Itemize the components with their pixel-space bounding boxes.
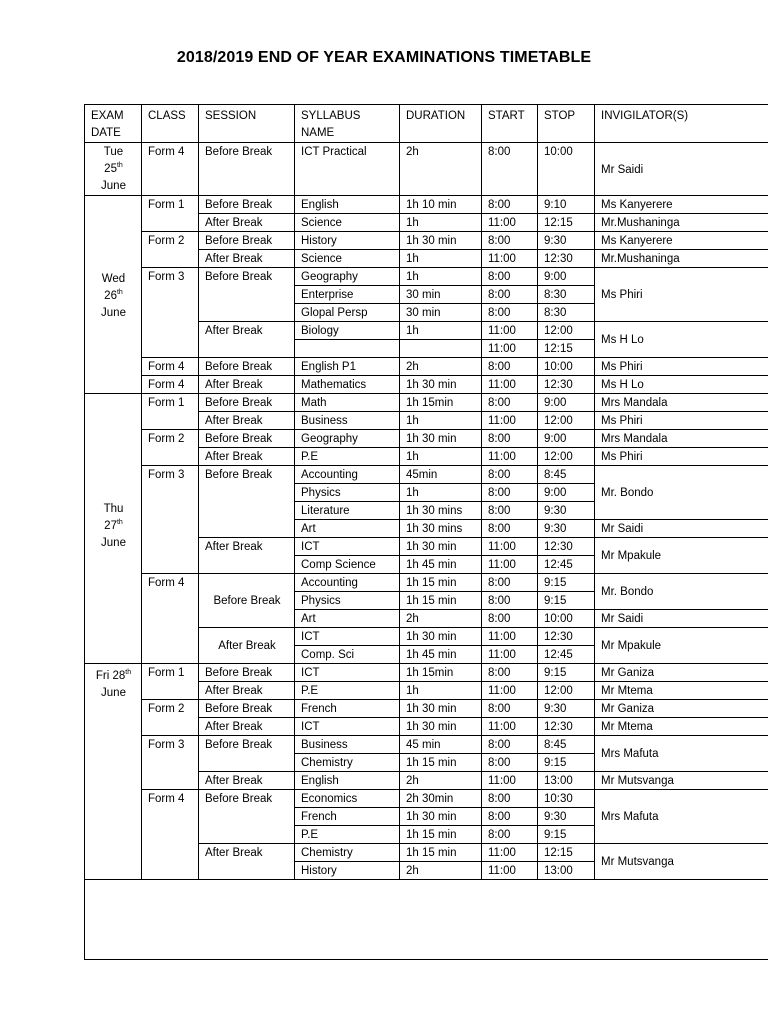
syllabus-cell: Geography	[295, 268, 400, 286]
duration-cell: 1h	[400, 412, 482, 430]
start-cell: 8:00	[482, 196, 538, 214]
invigilator-cell: Mr Mtema	[595, 682, 768, 700]
syllabus-cell: P.E	[295, 826, 400, 844]
class-cell: Form 2	[142, 700, 199, 736]
stop-cell: 8:45	[538, 466, 595, 484]
stop-cell: 12:15	[538, 844, 595, 862]
session-cell: Before Break	[199, 430, 295, 448]
stop-cell: 12:00	[538, 412, 595, 430]
syllabus-cell: Physics	[295, 484, 400, 502]
syllabus-cell: English	[295, 772, 400, 790]
duration-cell: 1h 30 mins	[400, 502, 482, 520]
start-cell: 8:00	[482, 143, 538, 196]
stop-cell: 9:15	[538, 592, 595, 610]
stop-cell: 12:30	[538, 718, 595, 736]
start-cell: 8:00	[482, 430, 538, 448]
header-start: START	[482, 105, 538, 143]
syllabus-cell: Geography	[295, 430, 400, 448]
stop-cell: 9:10	[538, 196, 595, 214]
start-cell: 11:00	[482, 682, 538, 700]
stop-cell: 12:45	[538, 646, 595, 664]
stop-cell: 10:00	[538, 358, 595, 376]
syllabus-cell	[295, 340, 400, 358]
stop-cell: 10:30	[538, 790, 595, 808]
duration-cell: 1h	[400, 448, 482, 466]
stop-cell: 9:30	[538, 502, 595, 520]
class-cell: Form 3	[142, 466, 199, 574]
session-cell: After Break	[199, 628, 295, 664]
stop-cell: 12:30	[538, 628, 595, 646]
exam-date-cell: Wed 26th June	[85, 196, 142, 394]
invigilator-cell: Mr.Mushaninga	[595, 250, 768, 268]
stop-cell: 12:30	[538, 538, 595, 556]
duration-cell: 1h 15 min	[400, 844, 482, 862]
session-cell: After Break	[199, 376, 295, 394]
session-cell: After Break	[199, 844, 295, 880]
syllabus-cell: Art	[295, 520, 400, 538]
invigilator-cell: Mrs Mandala	[595, 394, 768, 412]
syllabus-cell: ICT	[295, 718, 400, 736]
start-cell: 11:00	[482, 448, 538, 466]
session-cell: Before Break	[199, 574, 295, 628]
start-cell: 11:00	[482, 214, 538, 232]
start-cell: 8:00	[482, 700, 538, 718]
start-cell: 8:00	[482, 358, 538, 376]
duration-cell: 45min	[400, 466, 482, 484]
start-cell: 8:00	[482, 232, 538, 250]
class-cell: Form 4	[142, 143, 199, 196]
duration-cell: 1h 30 min	[400, 628, 482, 646]
stop-cell: 8:45	[538, 736, 595, 754]
invigilator-cell: Mr Mpakule	[595, 538, 768, 574]
invigilator-cell: Mr Ganiza	[595, 664, 768, 682]
stop-cell: 12:00	[538, 322, 595, 340]
start-cell: 8:00	[482, 592, 538, 610]
duration-cell: 2h	[400, 772, 482, 790]
duration-cell: 2h	[400, 610, 482, 628]
syllabus-cell: Business	[295, 412, 400, 430]
start-cell: 8:00	[482, 394, 538, 412]
invigilator-cell: Mr Mutsvanga	[595, 844, 768, 880]
invigilator-cell: Ms Phiri	[595, 358, 768, 376]
exam-timetable	[84, 104, 768, 960]
header-stop: STOP	[538, 105, 595, 143]
class-cell: Form 2	[142, 430, 199, 466]
start-cell: 11:00	[482, 862, 538, 880]
invigilator-cell: Ms Phiri	[595, 448, 768, 466]
session-cell: Before Break	[199, 394, 295, 412]
syllabus-cell: ICT	[295, 538, 400, 556]
syllabus-cell: Enterprise	[295, 286, 400, 304]
duration-cell: 2h	[400, 143, 482, 196]
start-cell: 11:00	[482, 628, 538, 646]
start-cell: 11:00	[482, 646, 538, 664]
start-cell: 11:00	[482, 376, 538, 394]
duration-cell: 1h 45 min	[400, 646, 482, 664]
stop-cell: 9:15	[538, 574, 595, 592]
stop-cell: 10:00	[538, 610, 595, 628]
syllabus-cell: English	[295, 196, 400, 214]
table-row	[85, 232, 768, 250]
header-session: SESSION	[199, 105, 295, 143]
duration-cell: 1h 30 mins	[400, 520, 482, 538]
table-row	[85, 790, 768, 808]
stop-cell: 8:30	[538, 286, 595, 304]
syllabus-cell: French	[295, 808, 400, 826]
start-cell: 8:00	[482, 520, 538, 538]
syllabus-cell: French	[295, 700, 400, 718]
exam-date-cell: Tue 25th June	[85, 143, 142, 196]
session-cell: Before Break	[199, 736, 295, 772]
class-cell: Form 4	[142, 358, 199, 376]
duration-cell: 1h	[400, 250, 482, 268]
start-cell: 11:00	[482, 556, 538, 574]
invigilator-cell: Mrs Mafuta	[595, 736, 768, 772]
class-cell: Form 1	[142, 196, 199, 232]
syllabus-cell: Economics	[295, 790, 400, 808]
stop-cell: 12:30	[538, 250, 595, 268]
syllabus-cell: Chemistry	[295, 844, 400, 862]
table-row	[85, 268, 768, 286]
page-title: 2018/2019 END OF YEAR EXAMINATIONS TIMETABLE	[176, 49, 592, 66]
syllabus-cell: Business	[295, 736, 400, 754]
duration-cell: 1h 15 min	[400, 754, 482, 772]
duration-cell: 1h	[400, 682, 482, 700]
header-syllabus: SYLLABUS NAME	[295, 105, 400, 143]
start-cell: 8:00	[482, 574, 538, 592]
syllabus-cell: P.E	[295, 682, 400, 700]
table-row	[85, 196, 768, 214]
stop-cell: 12:15	[538, 214, 595, 232]
session-cell: After Break	[199, 772, 295, 790]
class-cell: Form 4	[142, 790, 199, 880]
duration-cell: 1h 30 min	[400, 430, 482, 448]
session-cell: After Break	[199, 682, 295, 700]
invigilator-cell: Ms H Lo	[595, 322, 768, 358]
syllabus-cell: Science	[295, 250, 400, 268]
syllabus-cell: English P1	[295, 358, 400, 376]
session-cell: After Break	[199, 412, 295, 430]
invigilator-cell: Mr Saidi	[595, 143, 768, 196]
duration-cell: 1h 30 min	[400, 700, 482, 718]
table-row	[85, 466, 768, 484]
header-invigilators: INVIGILATOR(S)	[595, 105, 768, 143]
invigilator-cell: Mr Mtema	[595, 718, 768, 736]
table-row	[85, 394, 768, 412]
table-row	[85, 700, 768, 718]
duration-cell: 30 min	[400, 286, 482, 304]
session-cell: Before Break	[199, 790, 295, 844]
start-cell: 8:00	[482, 790, 538, 808]
duration-cell: 1h 30 min	[400, 232, 482, 250]
syllabus-cell: Literature	[295, 502, 400, 520]
duration-cell: 1h 30 min	[400, 376, 482, 394]
invigilator-cell: Ms H Lo	[595, 376, 768, 394]
duration-cell: 1h	[400, 484, 482, 502]
syllabus-cell: Biology	[295, 322, 400, 340]
session-cell: Before Break	[199, 196, 295, 214]
duration-cell: 2h	[400, 862, 482, 880]
session-cell: Before Break	[199, 700, 295, 718]
stop-cell: 9:15	[538, 826, 595, 844]
invigilator-cell: Ms Kanyerere	[595, 232, 768, 250]
invigilator-cell: Mr Mutsvanga	[595, 772, 768, 790]
session-cell: Before Break	[199, 466, 295, 538]
syllabus-cell: ICT	[295, 664, 400, 682]
invigilator-cell: Mr. Bondo	[595, 466, 768, 520]
stop-cell: 9:00	[538, 430, 595, 448]
stop-cell: 12:15	[538, 340, 595, 358]
start-cell: 11:00	[482, 412, 538, 430]
table-row	[85, 736, 768, 754]
invigilator-cell: Mr Saidi	[595, 610, 768, 628]
syllabus-cell: P.E	[295, 448, 400, 466]
start-cell: 8:00	[482, 826, 538, 844]
stop-cell: 9:00	[538, 484, 595, 502]
class-cell: Form 3	[142, 736, 199, 790]
blank-notes-row	[85, 880, 768, 960]
syllabus-cell: Comp Science	[295, 556, 400, 574]
stop-cell: 9:30	[538, 700, 595, 718]
header-class: CLASS	[142, 105, 199, 143]
start-cell: 11:00	[482, 250, 538, 268]
class-cell: Form 3	[142, 268, 199, 358]
stop-cell: 13:00	[538, 772, 595, 790]
stop-cell: 9:30	[538, 232, 595, 250]
invigilator-cell: Mrs Mandala	[595, 430, 768, 448]
duration-cell	[400, 340, 482, 358]
class-cell: Form 2	[142, 232, 199, 268]
syllabus-cell: Physics	[295, 592, 400, 610]
start-cell: 11:00	[482, 322, 538, 340]
duration-cell: 1h 15 min	[400, 592, 482, 610]
exam-date-cell: Fri 28th June	[85, 664, 142, 880]
syllabus-cell: Accounting	[295, 466, 400, 484]
start-cell: 8:00	[482, 736, 538, 754]
stop-cell: 9:15	[538, 754, 595, 772]
syllabus-cell: Comp. Sci	[295, 646, 400, 664]
duration-cell: 45 min	[400, 736, 482, 754]
session-cell: Before Break	[199, 232, 295, 250]
start-cell: 11:00	[482, 718, 538, 736]
session-cell: After Break	[199, 214, 295, 232]
table-row	[85, 664, 768, 682]
class-cell: Form 4	[142, 574, 199, 664]
session-cell: After Break	[199, 538, 295, 574]
stop-cell: 9:30	[538, 808, 595, 826]
header-row	[85, 105, 768, 143]
duration-cell: 2h 30min	[400, 790, 482, 808]
class-cell: Form 1	[142, 664, 199, 700]
syllabus-cell: History	[295, 862, 400, 880]
session-cell: After Break	[199, 322, 295, 358]
start-cell: 8:00	[482, 304, 538, 322]
duration-cell: 1h 15min	[400, 394, 482, 412]
duration-cell: 30 min	[400, 304, 482, 322]
stop-cell: 12:00	[538, 682, 595, 700]
duration-cell: 1h	[400, 322, 482, 340]
stop-cell: 10:00	[538, 143, 595, 196]
table-row	[85, 376, 768, 394]
start-cell: 8:00	[482, 268, 538, 286]
table-row	[85, 430, 768, 448]
start-cell: 8:00	[482, 502, 538, 520]
start-cell: 8:00	[482, 664, 538, 682]
syllabus-cell: ICT Practical	[295, 143, 400, 196]
start-cell: 8:00	[482, 286, 538, 304]
table-row	[85, 574, 768, 592]
duration-cell: 1h 15min	[400, 664, 482, 682]
session-cell: Before Break	[199, 664, 295, 682]
start-cell: 11:00	[482, 538, 538, 556]
start-cell: 8:00	[482, 610, 538, 628]
syllabus-cell: Art	[295, 610, 400, 628]
duration-cell: 1h	[400, 268, 482, 286]
session-cell: After Break	[199, 448, 295, 466]
header-exam-date: EXAM DATE	[85, 105, 142, 143]
invigilator-cell: Mr.Mushaninga	[595, 214, 768, 232]
invigilator-cell: Mrs Mafuta	[595, 790, 768, 844]
start-cell: 11:00	[482, 340, 538, 358]
start-cell: 8:00	[482, 808, 538, 826]
syllabus-cell: Science	[295, 214, 400, 232]
duration-cell: 1h	[400, 214, 482, 232]
invigilator-cell: Ms Kanyerere	[595, 196, 768, 214]
invigilator-cell: Mr. Bondo	[595, 574, 768, 610]
header-duration: DURATION	[400, 105, 482, 143]
invigilator-cell: Mr Ganiza	[595, 700, 768, 718]
blank-notes-cell	[85, 880, 768, 960]
stop-cell: 13:00	[538, 862, 595, 880]
stop-cell: 9:15	[538, 664, 595, 682]
stop-cell: 9:00	[538, 268, 595, 286]
syllabus-cell: History	[295, 232, 400, 250]
table-row	[85, 358, 768, 376]
invigilator-cell: Mr Saidi	[595, 520, 768, 538]
syllabus-cell: Math	[295, 394, 400, 412]
duration-cell: 1h 30 min	[400, 718, 482, 736]
syllabus-cell: Accounting	[295, 574, 400, 592]
start-cell: 8:00	[482, 754, 538, 772]
session-cell: Before Break	[199, 358, 295, 376]
stop-cell: 9:30	[538, 520, 595, 538]
syllabus-cell: Chemistry	[295, 754, 400, 772]
session-cell: After Break	[199, 718, 295, 736]
session-cell: After Break	[199, 250, 295, 268]
duration-cell: 1h 15 min	[400, 826, 482, 844]
timetable-body	[85, 105, 768, 960]
syllabus-cell: Glopal Persp	[295, 304, 400, 322]
syllabus-cell: Mathematics	[295, 376, 400, 394]
start-cell: 8:00	[482, 466, 538, 484]
session-cell: Before Break	[199, 143, 295, 196]
session-cell: Before Break	[199, 268, 295, 322]
start-cell: 11:00	[482, 772, 538, 790]
duration-cell: 1h 45 min	[400, 556, 482, 574]
class-cell: Form 1	[142, 394, 199, 430]
invigilator-cell: Mr Mpakule	[595, 628, 768, 664]
duration-cell: 1h 30 min	[400, 538, 482, 556]
stop-cell: 12:45	[538, 556, 595, 574]
duration-cell: 1h 10 min	[400, 196, 482, 214]
stop-cell: 9:00	[538, 394, 595, 412]
class-cell: Form 4	[142, 376, 199, 394]
exam-date-cell: Thu 27th June	[85, 394, 142, 664]
start-cell: 8:00	[482, 484, 538, 502]
stop-cell: 12:00	[538, 448, 595, 466]
invigilator-cell: Ms Phiri	[595, 412, 768, 430]
stop-cell: 8:30	[538, 304, 595, 322]
stop-cell: 12:30	[538, 376, 595, 394]
duration-cell: 1h 30 min	[400, 808, 482, 826]
duration-cell: 2h	[400, 358, 482, 376]
start-cell: 11:00	[482, 844, 538, 862]
table-row	[85, 143, 768, 196]
syllabus-cell: ICT	[295, 628, 400, 646]
invigilator-cell: Ms Phiri	[595, 268, 768, 322]
duration-cell: 1h 15 min	[400, 574, 482, 592]
